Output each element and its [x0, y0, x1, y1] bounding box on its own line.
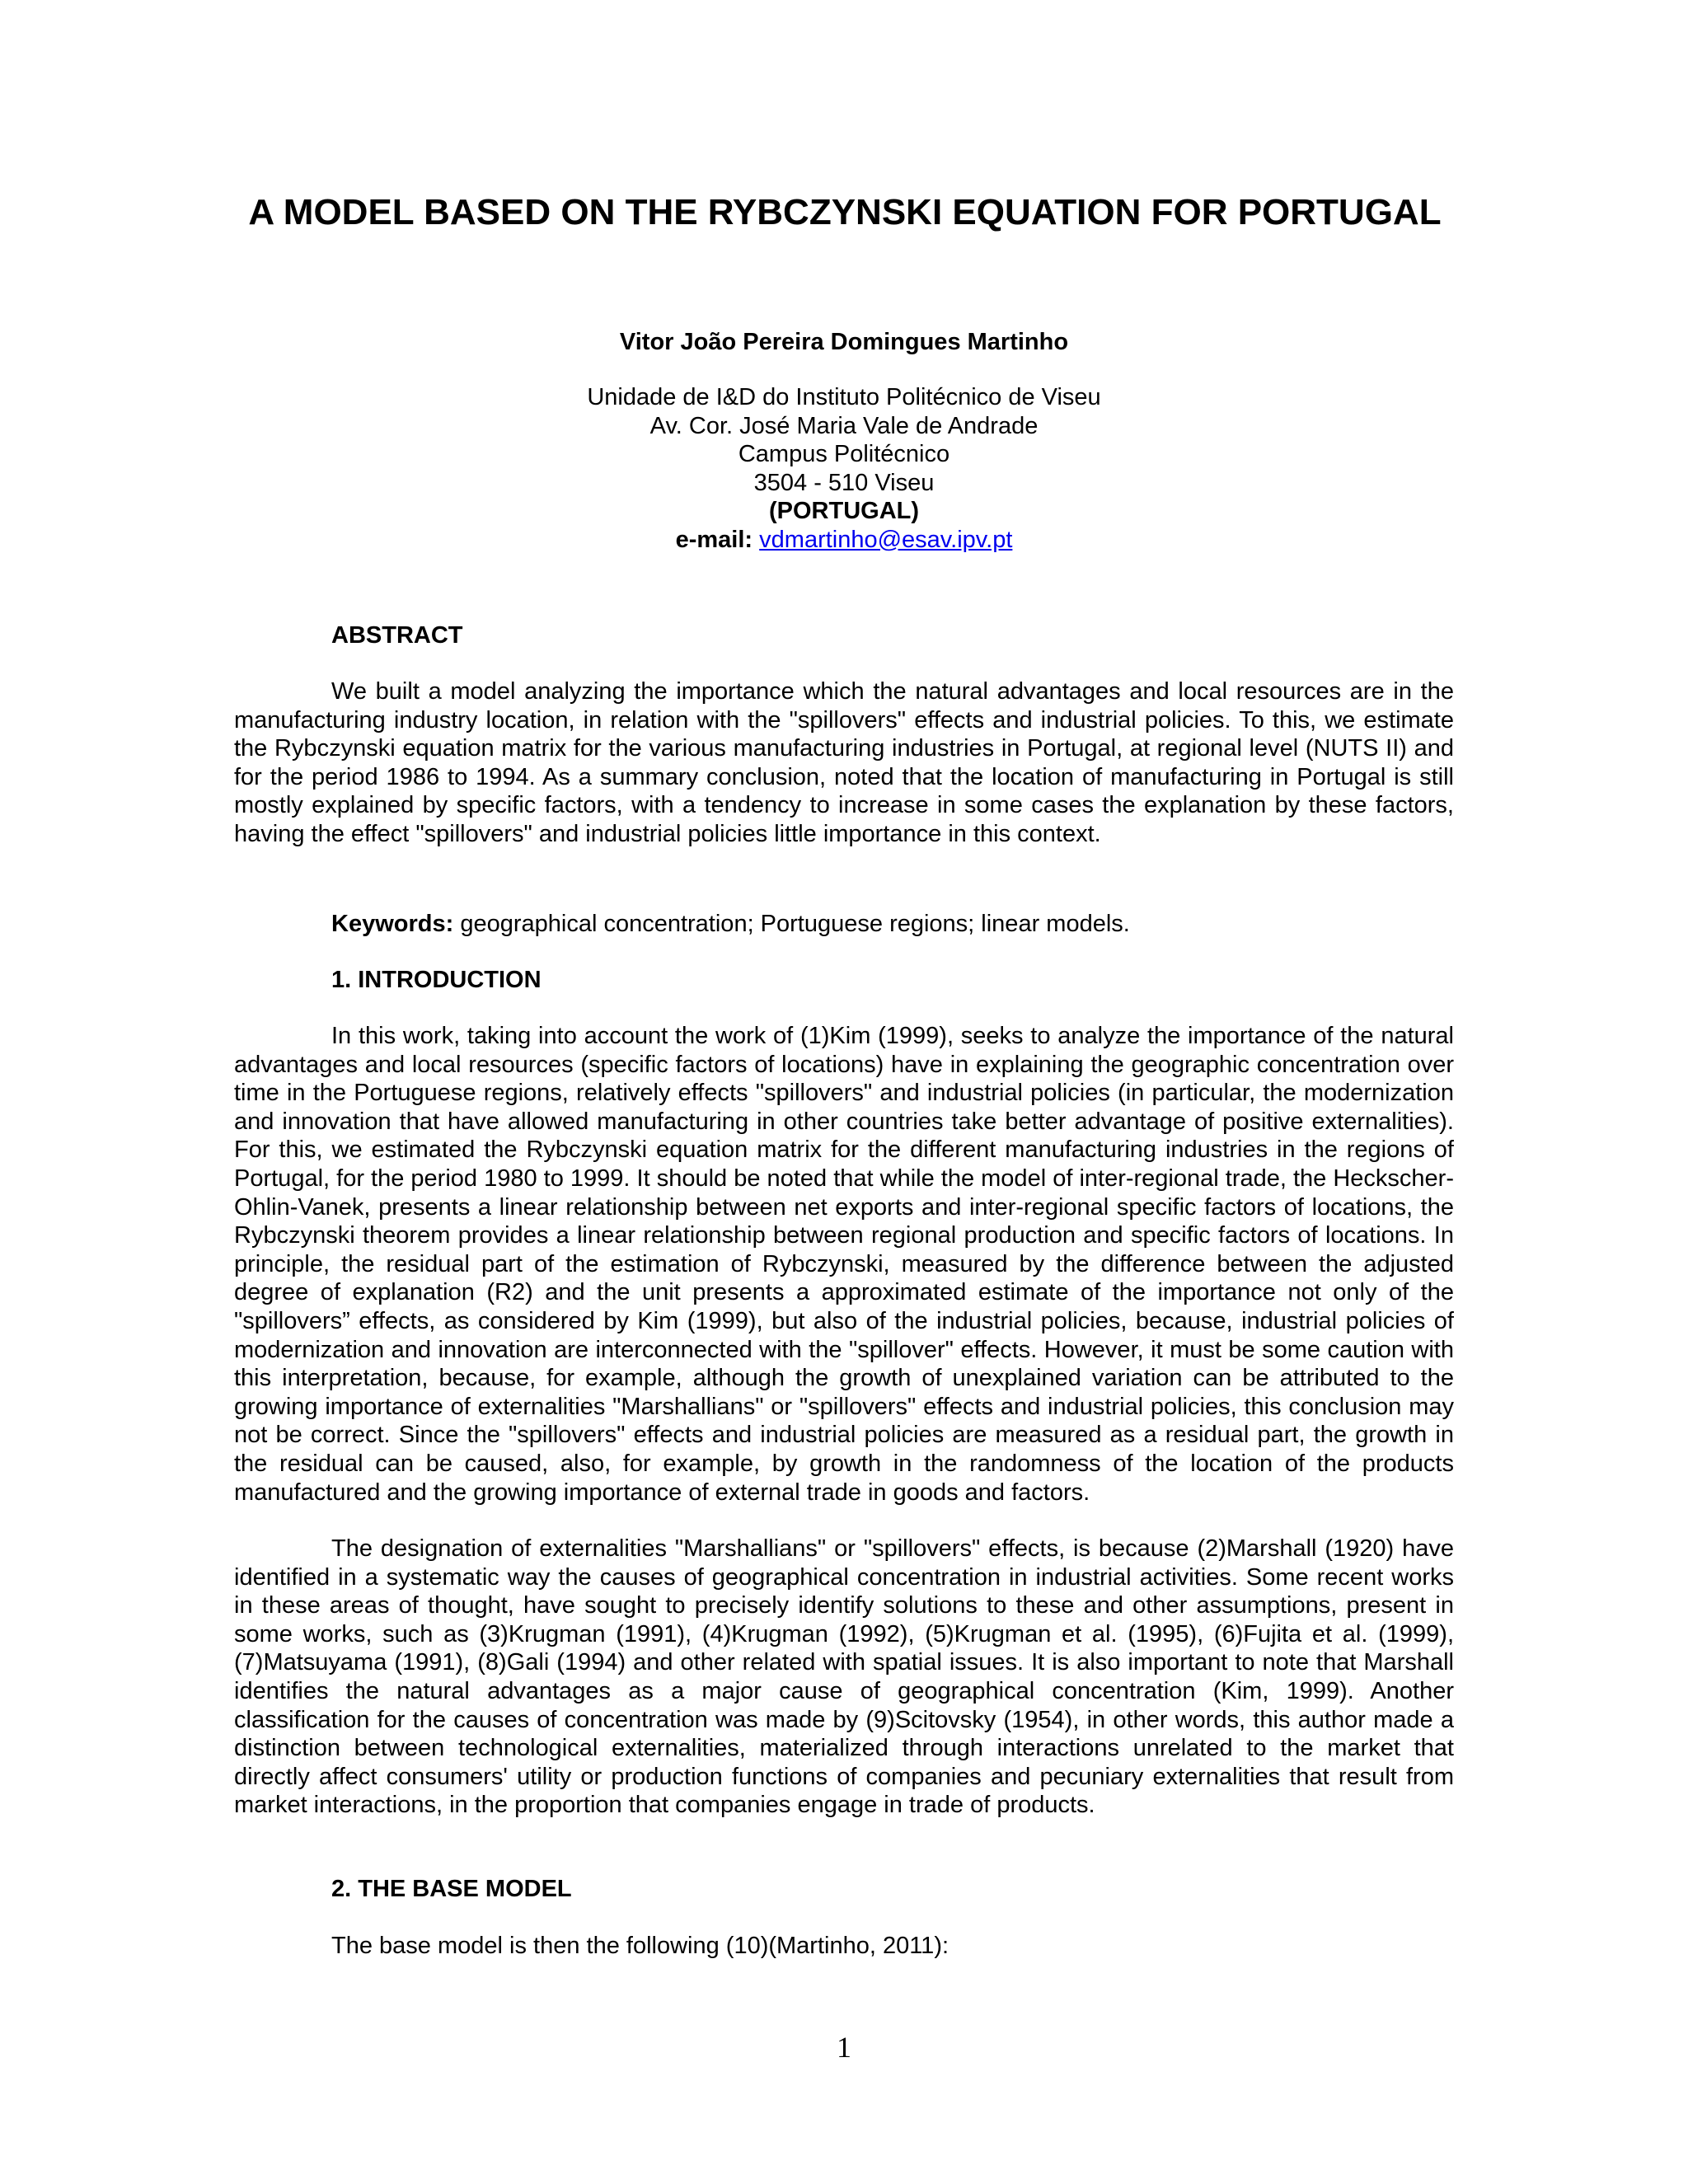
- affiliation-line: Unidade de I&D do Instituto Politécnico de Viseu: [587, 384, 1101, 410]
- affiliation-line: Av. Cor. José Maria Vale de Andrade: [649, 412, 1039, 439]
- introduction-paragraph-2: [234, 1535, 1454, 1820]
- keywords-label: Keywords:: [331, 911, 454, 937]
- paper-title: A MODEL BASED ON THE RYBCZYNSKI EQUATION FOR PORTUGAL: [248, 192, 1442, 232]
- abstract-text: [234, 677, 1454, 849]
- introduction-heading: 1. INTRODUCTION: [331, 967, 542, 993]
- keywords: [331, 909, 1130, 939]
- base-model-heading: 2. THE BASE MODEL: [331, 1876, 572, 1902]
- email-link[interactable]: vdmartinho@esav.ipv.pt: [759, 526, 1013, 553]
- introduction-paragraph-1: [234, 1022, 1454, 1507]
- abstract-body: We built a model analyzing the importance which the natural advantages and local resources are in the manufacturing industry location, in relation with the "spillovers" effects and industrial policies. To this, we estimate the Rybczynski equation matrix for the various manufacturing industries in Portugal, at regional level (NUTS II) and for the period 1986 to 1994. As a summary conclusion, noted that the location of manufacturing in Portugal is still mostly explained by specific factors, with a tendency to increase in some cases the explanation by these factors, having the effect "spillovers" and industrial policies little importance in this context.: [234, 678, 1454, 847]
- keywords-text: geographical concentration; Portuguese regions; linear models.: [460, 911, 1130, 937]
- email-row: [0, 526, 1688, 555]
- intro-p1-text: In this work, taking into account the work of (1)Kim (1999), seeks to analyze the importance of the natural advantages and local resources (specific factors of locations) have in explaining the geographic concentration over time in the Portuguese regions, relatively effects "spillovers" and industrial policies (in particular, the modernization and innovation that have allowed manufacturing in other countries take better advantage of positive externalities). For this, we estimated the Rybczynski equation matrix for the different manufacturing industries in the regions of Portugal, for the period 1980 to 1999. It should be noted that while the model of inter-regional trade, the Heckscher-Ohlin-Vanek, presents a linear relationship between net exports and inter-regional specific factors of locations, the Rybczynski theorem provides a linear relationship between regional production and specific factors of locations. In principle, the residual part of the estimation of Rybczynski, measured by the difference between the adjusted degree of explanation (R2) and the unit presents a approximated estimate of the importance not only of the "spillovers” effects, as considered by Kim (1999), but also of the industrial policies, because, industrial policies of modernization and innovation are interconnected with the "spillover" effects. However, it must be some caution with this interpretation, because, for example, although the growth of unexplained variation can be attributed to the growing importance of externalities "Marshallians" or "spillovers" effects and industrial policies, this conclusion may not be correct. Since the "spillovers" effects and industrial policies are measured as a residual part, the growth in the residual can be caused, also, for example, by growth in the randomness of the location of the products manufactured and the growing importance of external trade in goods and factors.: [234, 1023, 1454, 1506]
- base-model-text: The base model is then the following (10)(Martinho, 2011):: [331, 1933, 950, 1959]
- affiliation-line: Campus Politécnico: [738, 441, 950, 467]
- author-affiliation: [0, 383, 1688, 554]
- page-number: 1: [837, 2031, 851, 2064]
- author-name: Vitor João Pereira Domingues Martinho: [619, 329, 1069, 355]
- affiliation-country: (PORTUGAL): [768, 498, 920, 524]
- affiliation-line: 3504 - 510 Viseu: [753, 469, 935, 496]
- email-label: e-mail:: [675, 526, 753, 553]
- abstract-heading: ABSTRACT: [331, 622, 463, 649]
- intro-p2-text: The designation of externalities "Marshallians" or "spillovers" effects, is because (2)Marshall (1920) have identified in a systematic way the causes of geographical concentration in industrial activities. Some recent works in these areas of thought, have sought to precisely identify solutions to these and other assumptions, present in some works, such as (3)Krugman (1991), (4)Krugman (1992), (5)Krugman et al. (1995), (6)Fujita et al. (1999), (7)Matsuyama (1991), (8)Gali (1994) and other related with spatial issues. It is also important to note that Marshall identifies the natural advantages as a major cause of geographical concentration (Kim, 1999). Another classification for the causes of concentration was made by (9)Scitovsky (1954), in other words, this author made a distinction between technological externalities, materialized through interactions unrelated to the market that directly affect consumers' utility or production functions of companies and pecuniary externalities that result from market interactions, in the proportion that companies engage in trade of products.: [234, 1535, 1454, 1819]
